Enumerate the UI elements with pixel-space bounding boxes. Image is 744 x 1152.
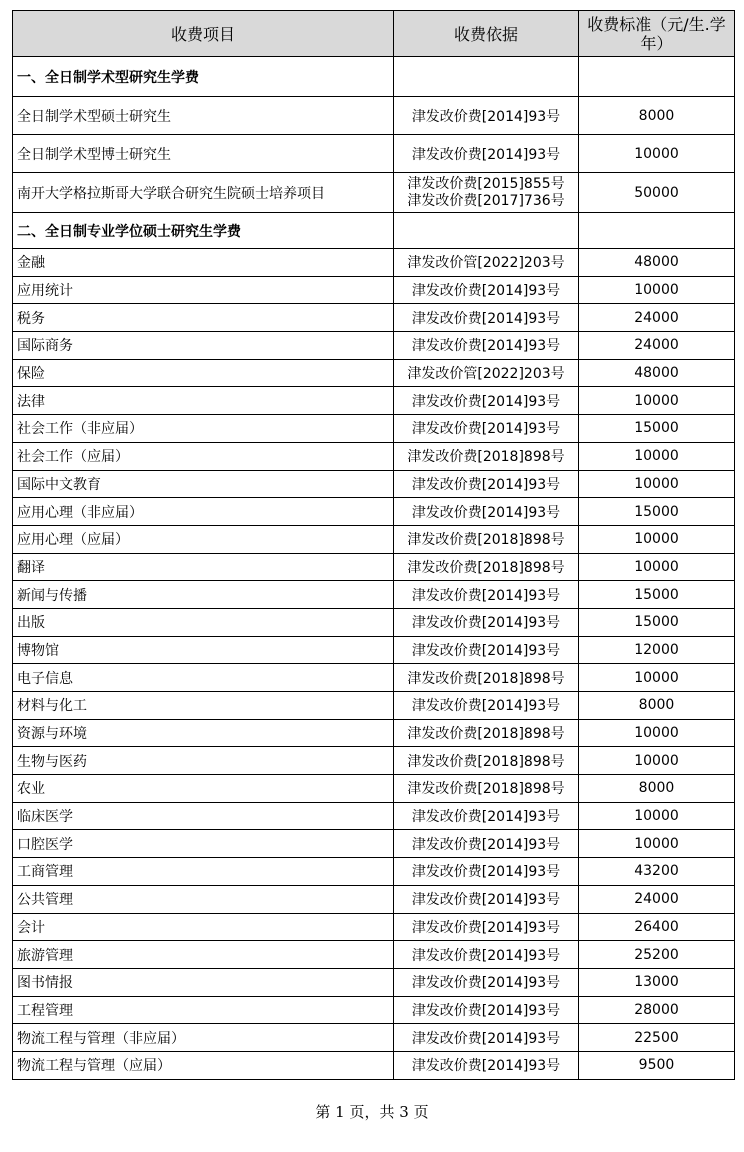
basis-cell: 津发改价费[2014]93号 <box>394 97 579 135</box>
table-row <box>13 608 735 636</box>
fee-cell: 24000 <box>579 332 735 360</box>
basis-cell: 津发改价费[2014]93号 <box>394 802 579 830</box>
basis-cell: 津发改价费[2014]93号 <box>394 135 579 173</box>
fee-cell: 10000 <box>579 442 735 470</box>
item-cell: 物流工程与管理（应届） <box>13 1051 394 1079</box>
table-row <box>13 885 735 913</box>
section-title: 一、全日制学术型研究生学费 <box>13 57 394 97</box>
table-row <box>13 135 735 173</box>
basis-cell: 津发改价费[2018]898号 <box>394 664 579 692</box>
fee-cell: 12000 <box>579 636 735 664</box>
table-row <box>13 913 735 941</box>
basis-cell: 津发改价费[2018]898号 <box>394 747 579 775</box>
item-cell: 公共管理 <box>13 885 394 913</box>
fee-cell: 10000 <box>579 747 735 775</box>
basis-cell: 津发改价费[2014]93号 <box>394 332 579 360</box>
table-row <box>13 276 735 304</box>
fee-cell: 24000 <box>579 304 735 332</box>
fee-cell: 43200 <box>579 858 735 886</box>
basis-cell: 津发改价费[2018]898号 <box>394 442 579 470</box>
table-row <box>13 802 735 830</box>
table-row <box>13 553 735 581</box>
fee-table <box>12 10 735 1080</box>
table-row <box>13 719 735 747</box>
table-row <box>13 775 735 803</box>
fee-cell: 10000 <box>579 525 735 553</box>
fee-cell: 13000 <box>579 968 735 996</box>
fee-cell: 10000 <box>579 276 735 304</box>
item-cell: 应用心理（应届） <box>13 525 394 553</box>
header-basis: 收费依据 <box>394 11 579 57</box>
fee-cell: 28000 <box>579 996 735 1024</box>
item-cell: 国际中文教育 <box>13 470 394 498</box>
fee-cell: 8000 <box>579 775 735 803</box>
table-row <box>13 470 735 498</box>
fee-cell: 24000 <box>579 885 735 913</box>
page-footer: 第 1 页，共 3 页 <box>315 1103 429 1121</box>
table-row <box>13 581 735 609</box>
basis-cell: 津发改价费[2014]93号 <box>394 636 579 664</box>
item-cell: 生物与医药 <box>13 747 394 775</box>
item-cell: 图书情报 <box>13 968 394 996</box>
fee-cell: 10000 <box>579 719 735 747</box>
item-cell: 金融 <box>13 249 394 277</box>
item-cell: 翻译 <box>13 553 394 581</box>
item-cell: 新闻与传播 <box>13 581 394 609</box>
fee-cell: 15000 <box>579 415 735 443</box>
fee-cell: 8000 <box>579 97 735 135</box>
item-cell: 南开大学格拉斯哥大学联合研究生院硕士培养项目 <box>13 173 394 213</box>
basis-cell: 津发改价费[2014]93号 <box>394 941 579 969</box>
item-cell: 工程管理 <box>13 996 394 1024</box>
table-row <box>13 249 735 277</box>
fee-cell: 10000 <box>579 470 735 498</box>
fee-cell: 9500 <box>579 1051 735 1079</box>
fee-cell: 10000 <box>579 387 735 415</box>
table-row <box>13 664 735 692</box>
basis-cell: 津发改价费[2014]93号 <box>394 470 579 498</box>
table-row <box>13 173 735 213</box>
basis-cell: 津发改价费[2014]93号 <box>394 415 579 443</box>
table-row <box>13 1051 735 1079</box>
basis-cell: 津发改价费[2014]93号 <box>394 581 579 609</box>
section-row <box>13 57 735 97</box>
item-cell: 应用统计 <box>13 276 394 304</box>
table-row <box>13 525 735 553</box>
basis-cell: 津发改价费[2014]93号 <box>394 996 579 1024</box>
table-row <box>13 996 735 1024</box>
fee-cell: 10000 <box>579 664 735 692</box>
fee-cell: 22500 <box>579 1024 735 1052</box>
table-row <box>13 304 735 332</box>
item-cell: 临床医学 <box>13 802 394 830</box>
header-item: 收费项目 <box>13 11 394 57</box>
fee-cell: 25200 <box>579 941 735 969</box>
fee-cell: 15000 <box>579 498 735 526</box>
item-cell: 国际商务 <box>13 332 394 360</box>
section-title: 二、全日制专业学位硕士研究生学费 <box>13 213 394 249</box>
table-row <box>13 359 735 387</box>
item-cell: 工商管理 <box>13 858 394 886</box>
basis-cell: 津发改价费[2014]93号 <box>394 858 579 886</box>
table-row <box>13 498 735 526</box>
fee-cell: 50000 <box>579 173 735 213</box>
basis-cell: 津发改价费[2014]93号 <box>394 1024 579 1052</box>
item-cell: 社会工作（应届） <box>13 442 394 470</box>
fee-cell: 10000 <box>579 135 735 173</box>
item-cell: 旅游管理 <box>13 941 394 969</box>
fee-cell: 15000 <box>579 581 735 609</box>
item-cell: 应用心理（非应届） <box>13 498 394 526</box>
basis-line-2: 津发改价费[2017]736号 <box>407 192 565 209</box>
item-cell: 口腔医学 <box>13 830 394 858</box>
basis-cell: 津发改价费[2018]898号 <box>394 719 579 747</box>
item-cell: 物流工程与管理（非应届） <box>13 1024 394 1052</box>
basis-cell: 津发改价费[2018]898号 <box>394 553 579 581</box>
basis-cell: 津发改价管[2022]203号 <box>394 359 579 387</box>
table-row <box>13 387 735 415</box>
table-row <box>13 692 735 720</box>
item-cell: 保险 <box>13 359 394 387</box>
basis-cell: 津发改价费[2014]93号 <box>394 968 579 996</box>
item-cell: 材料与化工 <box>13 692 394 720</box>
table-header-row <box>13 11 735 57</box>
basis-cell: 津发改价费[2018]898号 <box>394 775 579 803</box>
basis-cell: 津发改价费[2014]93号 <box>394 830 579 858</box>
table-row <box>13 442 735 470</box>
table-row <box>13 636 735 664</box>
table-row <box>13 830 735 858</box>
fee-cell: 8000 <box>579 692 735 720</box>
table-row <box>13 332 735 360</box>
fee-cell: 10000 <box>579 830 735 858</box>
basis-line-1: 津发改价费[2015]855号 <box>407 175 565 192</box>
basis-cell: 津发改价费[2014]93号 <box>394 885 579 913</box>
table-row <box>13 858 735 886</box>
table-row <box>13 968 735 996</box>
fee-cell: 15000 <box>579 608 735 636</box>
basis-cell: 津发改价费[2018]898号 <box>394 525 579 553</box>
table-row <box>13 1024 735 1052</box>
fee-cell: 26400 <box>579 913 735 941</box>
basis-cell: 津发改价费[2014]93号 <box>394 304 579 332</box>
basis-cell: 津发改价费[2014]93号 <box>394 608 579 636</box>
table-row <box>13 941 735 969</box>
item-cell: 税务 <box>13 304 394 332</box>
item-cell: 会计 <box>13 913 394 941</box>
basis-cell <box>394 173 579 213</box>
item-cell: 全日制学术型博士研究生 <box>13 135 394 173</box>
basis-cell: 津发改价费[2014]93号 <box>394 498 579 526</box>
item-cell: 电子信息 <box>13 664 394 692</box>
table-row <box>13 415 735 443</box>
basis-cell: 津发改价费[2014]93号 <box>394 387 579 415</box>
item-cell: 全日制学术型硕士研究生 <box>13 97 394 135</box>
section-row <box>13 213 735 249</box>
item-cell: 出版 <box>13 608 394 636</box>
basis-cell: 津发改价费[2014]93号 <box>394 276 579 304</box>
basis-cell: 津发改价费[2014]93号 <box>394 913 579 941</box>
fee-cell: 48000 <box>579 359 735 387</box>
fee-cell: 10000 <box>579 553 735 581</box>
table-row <box>13 747 735 775</box>
item-cell: 法律 <box>13 387 394 415</box>
table-row <box>13 97 735 135</box>
fee-cell: 10000 <box>579 802 735 830</box>
item-cell: 农业 <box>13 775 394 803</box>
basis-cell: 津发改价费[2014]93号 <box>394 692 579 720</box>
item-cell: 社会工作（非应届） <box>13 415 394 443</box>
basis-cell: 津发改价管[2022]203号 <box>394 249 579 277</box>
basis-cell: 津发改价费[2014]93号 <box>394 1051 579 1079</box>
fee-cell: 48000 <box>579 249 735 277</box>
item-cell: 资源与环境 <box>13 719 394 747</box>
header-fee: 收费标准（元/生.学年） <box>579 11 735 57</box>
item-cell: 博物馆 <box>13 636 394 664</box>
